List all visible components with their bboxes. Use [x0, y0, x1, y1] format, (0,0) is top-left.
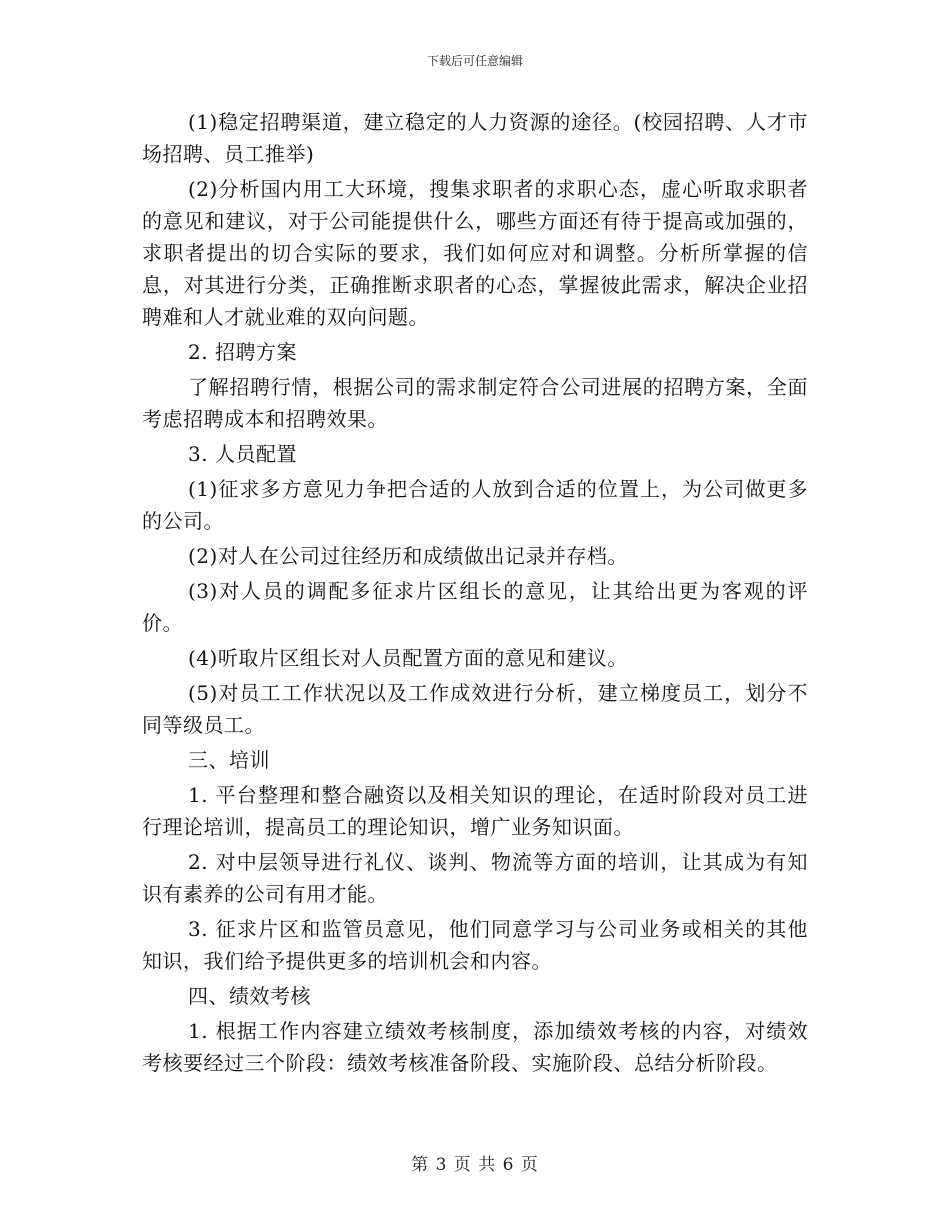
- heading-performance: 四、绩效考核: [188, 984, 311, 1008]
- paragraph-training-2: 2. 对中层领导进行礼仪、谈判、物流等方面的培训，让其成为有知识有素养的公司有用才能。: [142, 850, 808, 906]
- heading-recruit-plan: 2. 招聘方案: [188, 340, 297, 364]
- paragraph-staffing-5: (5)对员工工作状况以及工作成效进行分析，建立梯度员工，划分不同等级员工。: [142, 681, 808, 737]
- paragraph-recruit-plan: 了解招聘行情，根据公司的需求制定符合公司进展的招聘方案，全面考虑招聘成本和招聘效果。: [142, 375, 808, 431]
- document-body: [142, 106, 808, 1082]
- paragraph-training-1: 1. 平台整理和整合融资以及相关知识的理论，在适时阶段对员工进行理论培训，提高员工的理论知识，增广业务知识面。: [142, 783, 808, 839]
- paragraph-analyze-environment: (2)分析国内用工大环境，搜集求职者的求职心态，虚心听取求职者的意见和建议，对于公司能提供什么，哪些方面还有待于提高或加强的，求职者提出的切合实际的要求，我们如何应对和调整。分析所掌握的信息，对其进行分类，正确推断求职者的心态，掌握彼此需求，解决企业招聘难和人才就业难的双向问题。: [142, 177, 808, 329]
- paragraph-staffing-4: (4)听取片区组长对人员配置方面的意见和建议。: [188, 646, 628, 670]
- paragraph-staffing-1: (1)征求多方意见力争把合适的人放到合适的位置上，为公司做更多的公司。: [142, 477, 808, 533]
- paragraph-staffing-3: (3)对人员的调配多征求片区组长的意见，让其给出更为客观的评价。: [142, 579, 808, 635]
- heading-staffing: 3. 人员配置: [188, 442, 297, 466]
- paragraph-training-3: 3. 征求片区和监管员意见，他们同意学习与公司业务或相关的其他知识，我们给予提供更多的培训机会和内容。: [142, 917, 808, 973]
- heading-training: 三、培训: [188, 748, 270, 772]
- paragraph-staffing-2: (2)对人在公司过往经历和成绩做出记录并存档。: [188, 544, 628, 568]
- page-footer: 第 3 页 共 6 页: [411, 1155, 539, 1175]
- paragraph-performance-1: 1. 根据工作内容建立绩效考核制度，添加绩效考核的内容，对绩效考核要经过三个阶段：绩效考核准备阶段、实施阶段、总结分析阶段。: [142, 1019, 808, 1075]
- page-header: 下载后可任意编辑: [426, 54, 523, 68]
- paragraph-recruit-channel: (1)稳定招聘渠道，建立稳定的人力资源的途径。(校园招聘、人才市场招聘、员工推举): [142, 110, 808, 166]
